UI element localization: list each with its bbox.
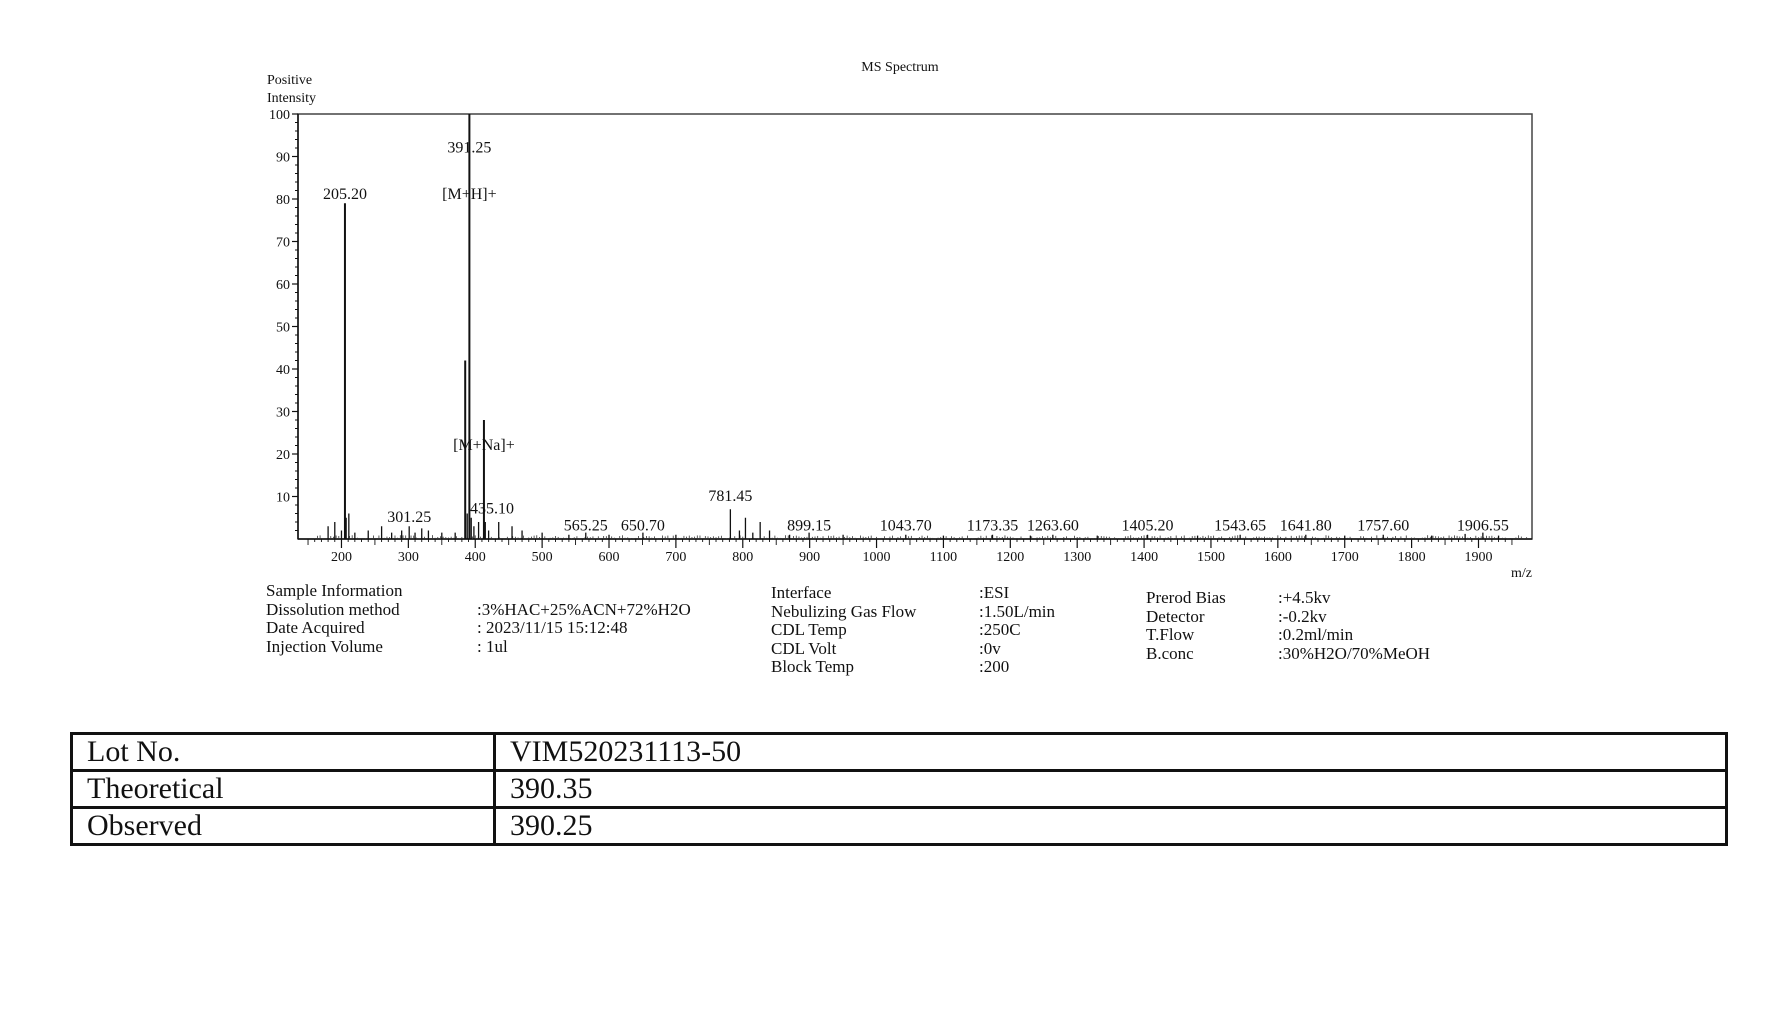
prerod-bias-value: :+4.5kv [1278, 588, 1331, 607]
peak-label: 435.10 [469, 500, 514, 518]
y-tick-label: 30 [276, 405, 290, 421]
peak-label: 1906.55 [1456, 517, 1509, 535]
b-conc-label: B.conc [1146, 643, 1194, 663]
b-conc-value: :30%H2O/70%MeOH [1278, 643, 1431, 663]
injection-volume-value: : 1ul [477, 636, 508, 656]
y-tick-label: 10 [276, 490, 290, 506]
chart-title: MS Spectrum [861, 60, 939, 75]
x-tick-label: 1700 [1330, 550, 1359, 565]
peak-label: 205.20 [322, 186, 367, 203]
interface-label: Interface [771, 583, 832, 602]
detector-value: :-0.2kv [1278, 606, 1327, 626]
x-tick-label: 300 [397, 550, 419, 565]
peak-label: 1043.70 [879, 517, 932, 535]
x-tick-label: 1600 [1263, 550, 1292, 565]
y-tick-label: 40 [276, 363, 290, 378]
x-tick-label: 200 [330, 550, 352, 565]
y-tick-label: 80 [276, 193, 290, 208]
x-axis-label: m/z [1511, 566, 1532, 581]
x-tick-label: 800 [732, 550, 754, 565]
peak-label: 1757.60 [1357, 517, 1410, 535]
peak-label: 1543.65 [1214, 517, 1267, 535]
table-row [72, 771, 1727, 808]
peak-label: [M+H]+ [442, 186, 497, 203]
sample-information-heading: Sample Information [266, 581, 403, 600]
table-row [72, 808, 1727, 845]
x-axis [308, 539, 1512, 565]
peak-label: 565.25 [563, 517, 608, 535]
theoretical-label: Theoretical [72, 771, 495, 808]
lot-no-label: Lot No. [72, 734, 495, 771]
cdl-temp-value: :250C [979, 620, 1021, 639]
peak-label: 391.25 [447, 139, 492, 157]
peak-labels-layer [323, 139, 1509, 534]
y-tick-label: 60 [276, 278, 290, 293]
detector-values [1278, 589, 1430, 663]
block-temp-label: Block Temp [771, 657, 855, 676]
x-tick-label: 1200 [996, 550, 1025, 565]
cdl-volt-label: CDL Volt [771, 638, 837, 658]
x-tick-label: 1900 [1464, 550, 1493, 565]
prerod-bias-label: Prerod Bias [1146, 588, 1226, 607]
peak-label: 1263.60 [1026, 517, 1079, 535]
x-tick-label: 1500 [1196, 550, 1225, 565]
y-axis-label-line1: Positive [267, 73, 313, 88]
nebulizing-gas-flow-value: :1.50L/min [979, 601, 1056, 621]
y-axis [269, 108, 298, 531]
y-tick-label: 90 [276, 150, 290, 166]
lot-no-value: VIM520231113-50 [495, 734, 1727, 771]
date-acquired-label: Date Acquired [266, 618, 365, 637]
injection-volume-label: Injection Volume [266, 636, 383, 656]
x-tick-label: 900 [799, 550, 821, 565]
peak-label: 1405.20 [1121, 517, 1174, 535]
y-tick-label: 100 [269, 108, 290, 123]
peak-label: 1641.80 [1279, 517, 1332, 535]
peak-label: 650.70 [620, 517, 665, 535]
peak-label: 301.25 [387, 509, 432, 526]
peak-label: 781.45 [708, 487, 753, 505]
x-tick-label: 1000 [862, 550, 891, 565]
t-flow-label: T.Flow [1146, 625, 1195, 644]
cdl-volt-value: :0v [979, 638, 1001, 658]
x-tick-label: 1800 [1397, 550, 1426, 565]
x-tick-label: 500 [531, 550, 553, 565]
table-row [72, 734, 1727, 771]
interface-value: :ESI [979, 583, 1010, 602]
peaks-layer [328, 114, 1498, 539]
y-axis-label-line2: Intensity [267, 91, 316, 106]
x-tick-label: 400 [464, 550, 486, 565]
block-temp-value: :200 [979, 657, 1010, 676]
dissolution-method-label: Dissolution method [266, 599, 400, 619]
observed-label: Observed [72, 808, 495, 845]
y-tick-label: 70 [276, 235, 290, 251]
nebulizing-gas-flow-label: Nebulizing Gas Flow [771, 601, 917, 621]
theoretical-value: 390.35 [495, 771, 1727, 808]
y-tick-label: 20 [276, 448, 290, 463]
detector-block [1146, 589, 1226, 663]
peak-label: 899.15 [787, 517, 832, 535]
sample-information-values [477, 601, 691, 657]
x-tick-label: 1400 [1130, 550, 1159, 565]
sample-information-block [266, 582, 402, 656]
observed-value: 390.25 [495, 808, 1727, 845]
detector-label: Detector [1146, 606, 1205, 626]
peak-label: [M+Na]+ [453, 436, 515, 454]
dissolution-method-value: :3%HAC+25%ACN+72%H2O [477, 599, 691, 619]
date-acquired-value: : 2023/11/15 15:12:48 [477, 618, 628, 637]
t-flow-value: :0.2ml/min [1278, 625, 1354, 644]
peak-label: 1173.35 [966, 517, 1019, 535]
x-tick-label: 1300 [1063, 550, 1092, 565]
results-table [70, 732, 1728, 846]
x-tick-label: 1100 [929, 550, 958, 565]
instrument-block [771, 584, 916, 677]
y-tick-label: 50 [276, 320, 290, 336]
instrument-values [979, 584, 1055, 677]
x-tick-label: 600 [598, 550, 620, 565]
cdl-temp-label: CDL Temp [771, 620, 847, 639]
x-tick-label: 700 [665, 550, 687, 565]
